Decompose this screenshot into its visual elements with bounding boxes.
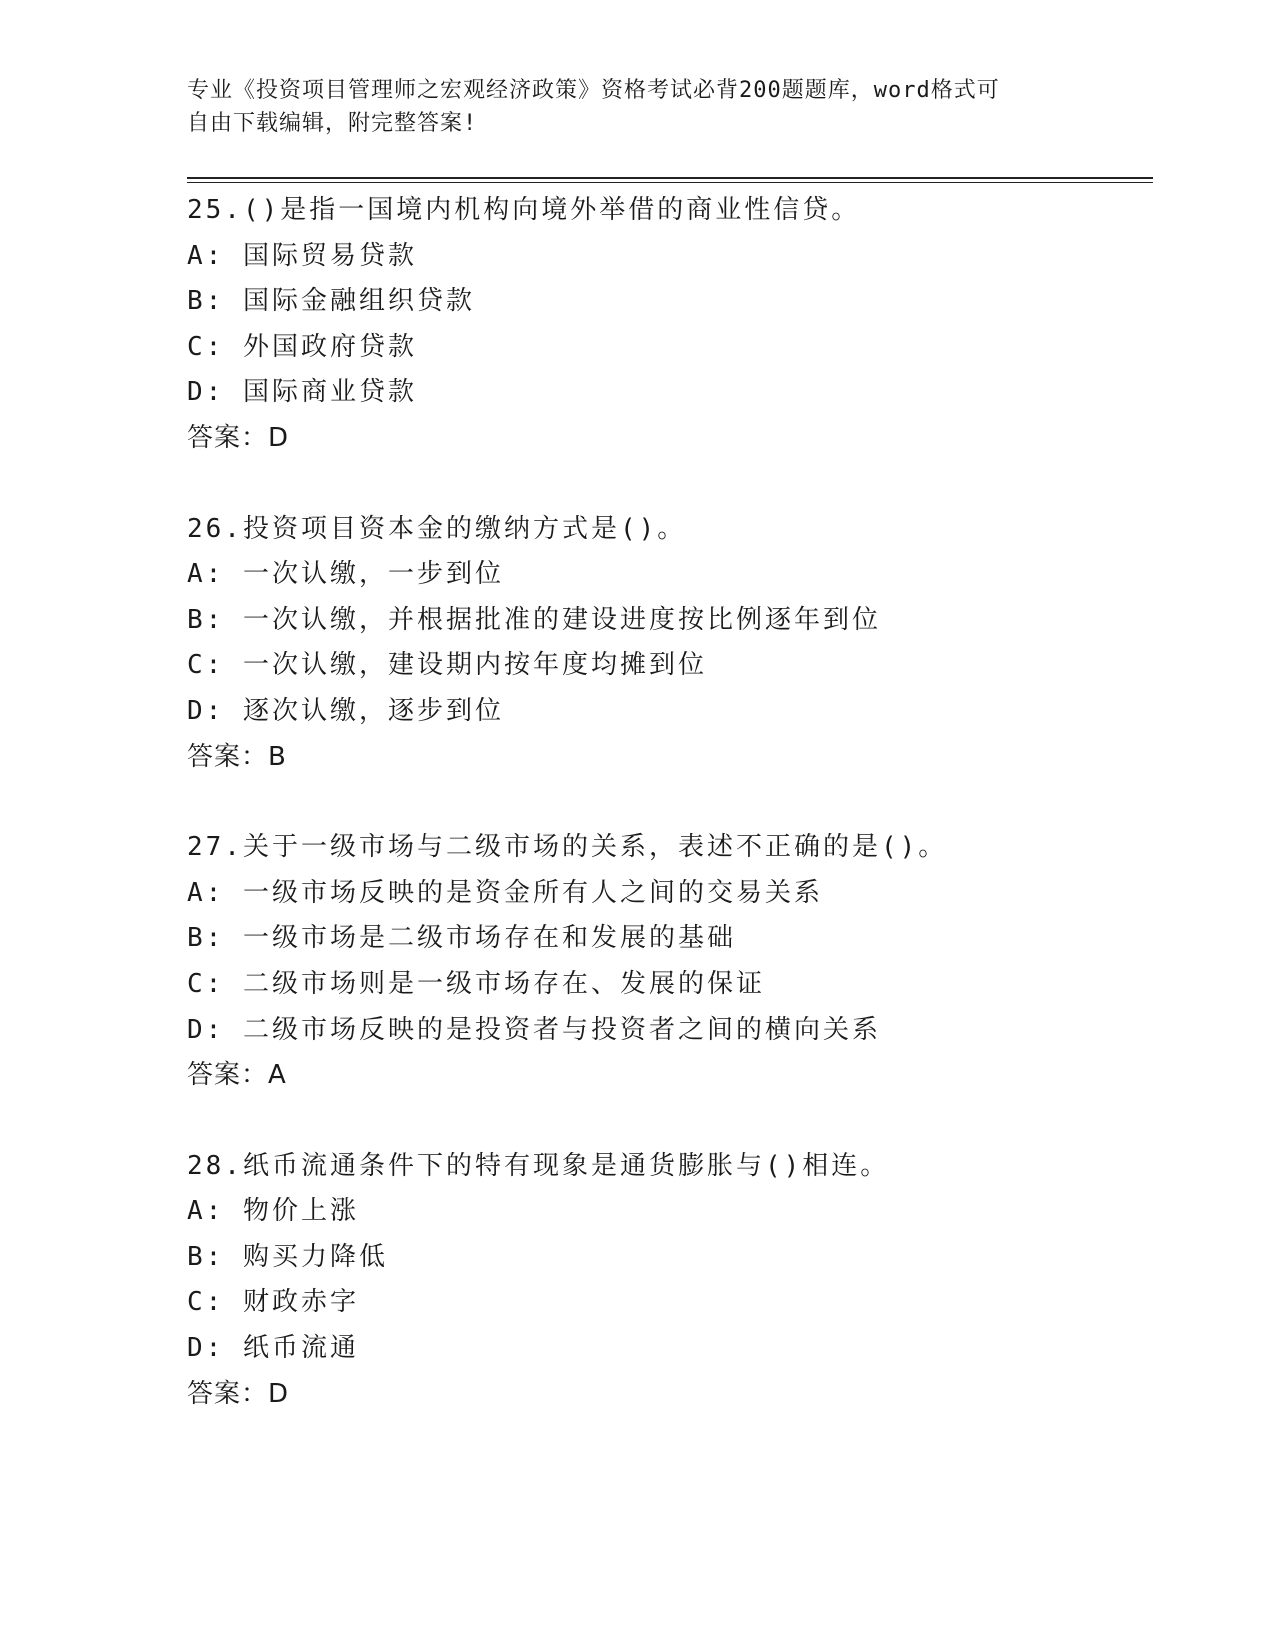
option-a: A: 一次认缴，一步到位 [187,559,504,590]
header-divider-thick [187,177,1153,179]
document-header [187,74,1087,140]
header-line-2: 自由下载编辑，附完整答案! [187,111,478,136]
question-stem: 28.纸币流通条件下的特有现象是通货膨胀与()相连。 [187,1150,890,1181]
question-list [187,188,1167,1417]
option-a: A: 物价上涨 [187,1196,359,1227]
option-c: C: 财政赤字 [187,1287,359,1318]
option-d: D: 纸币流通 [187,1333,359,1364]
option-c: C: 外国政府贷款 [187,331,417,362]
answer: 答案：D [187,422,290,453]
question-26 [187,507,1167,781]
option-a: A: 一级市场反映的是资金所有人之间的交易关系 [187,877,823,908]
answer: 答案：A [187,1060,287,1091]
question-28 [187,1144,1167,1418]
option-d: D: 国际商业贷款 [187,377,417,408]
option-c: C: 二级市场则是一级市场存在、发展的保证 [187,968,765,999]
option-b: B: 购买力降低 [187,1241,388,1272]
header-line-1: 专业《投资项目管理师之宏观经济政策》资格考试必背200题题库，word格式可 [187,78,1000,103]
option-b: B: 国际金融组织贷款 [187,286,475,317]
option-d: D: 二级市场反映的是投资者与投资者之间的横向关系 [187,1014,881,1045]
question-stem: 26.投资项目资本金的缴纳方式是()。 [187,513,687,544]
answer: 答案：B [187,741,287,772]
answer: 答案：D [187,1378,290,1409]
question-stem: 27.关于一级市场与二级市场的关系，表述不正确的是()。 [187,832,948,863]
option-b: B: 一级市场是二级市场存在和发展的基础 [187,923,736,954]
option-d: D: 逐次认缴，逐步到位 [187,695,504,726]
question-stem: 25.()是指一国境内机构向境外举借的商业性信贷。 [187,195,861,225]
question-25 [187,188,1167,462]
option-b: B: 一次认缴，并根据批准的建设进度按比例逐年到位 [187,604,881,635]
option-c: C: 一次认缴，建设期内按年度均摊到位 [187,650,707,681]
header-divider-thin [187,182,1153,183]
question-27 [187,825,1167,1099]
option-a: A: 国际贸易贷款 [187,240,417,271]
